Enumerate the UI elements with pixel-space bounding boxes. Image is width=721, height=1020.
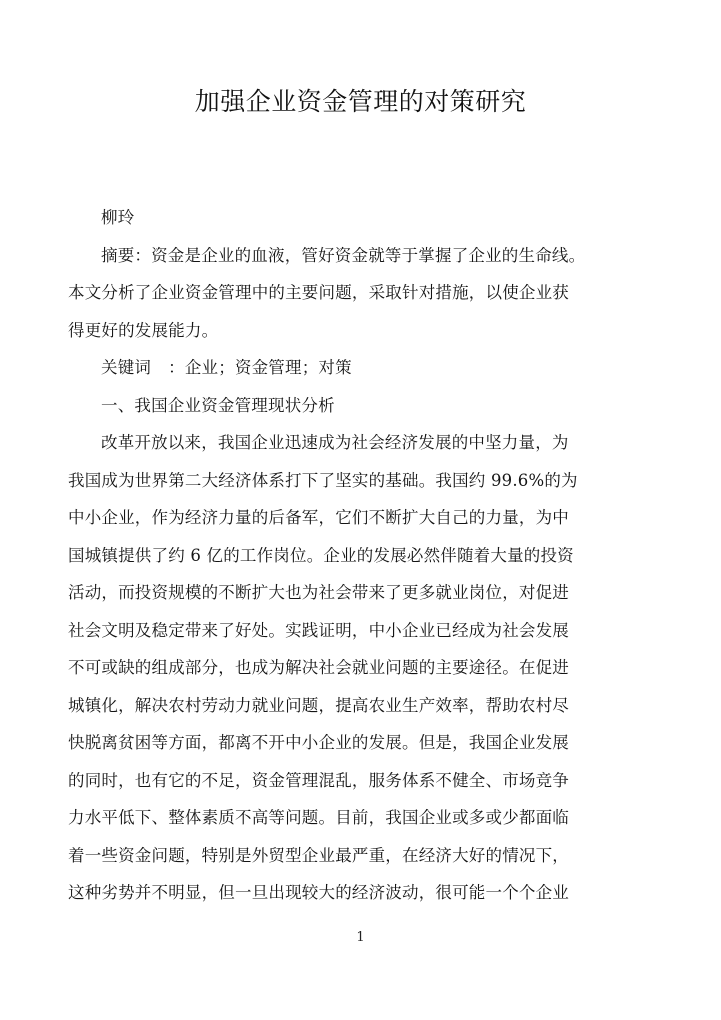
body-line-4: 国城镇提供了约 6 亿的工作岗位。企业的发展必然伴随着大量的投资 — [68, 545, 574, 565]
body-line-12: 着一些资金问题，特别是外贸型企业最严重，在经济大好的情况下， — [68, 845, 569, 865]
body-line-9: 快脱离贫困等方面，都离不开中小企业的发展。但是，我国企业发展 — [68, 733, 569, 752]
body-line-7: 不可或缺的组成部分，也成为解决社会就业问题的主要途径。在促进 — [68, 658, 569, 677]
section-heading: 一、我国企业资金管理现状分析 — [101, 395, 335, 415]
page-number: 1 — [356, 930, 365, 945]
keywords-label: 关键词 — [101, 358, 152, 377]
keywords-separator: ： — [168, 358, 185, 377]
body-line-1: 改革开放以来，我国企业迅速成为社会经济发展的中坚力量，为 — [101, 433, 569, 452]
body-line-11: 力水平低下、整体素质不高等问题。目前，我国企业或多或少都面临 — [68, 808, 569, 827]
body-line-5: 活动，而投资规模的不断扩大也为社会带来了更多就业岗位，对促进 — [68, 583, 569, 602]
body-line-3: 中小企业，作为经济力量的后备军，它们不断扩大自己的力量，为中 — [68, 508, 569, 527]
abstract-line-3: 得更好的发展能力。 — [68, 320, 219, 340]
document-body — [68, 199, 616, 912]
keywords-value: 企业；资金管理；对策 — [184, 358, 352, 377]
body-line-13: 这种劣势并不明显，但一旦出现较大的经济波动，很可能一个个企业 — [68, 883, 569, 902]
body-line-8: 城镇化，解决农村劳动力就业问题，提高农业生产效率，帮助农村尽 — [68, 695, 569, 715]
author-name: 柳玲 — [101, 208, 135, 227]
page-title: 加强企业资金管理的对策研究 — [194, 87, 527, 116]
abstract-line-2: 本文分析了企业资金管理中的主要问题，采取针对措施，以使企业获 — [68, 283, 569, 302]
abstract-line-1: 摘要：资金是企业的血液，管好资金就等于掌握了企业的生命线。 — [101, 245, 586, 265]
keywords-line — [68, 349, 616, 387]
body-line-6: 社会文明及稳定带来了好处。实践证明，中小企业已经成为社会发展 — [68, 620, 569, 640]
body-line-2: 我国成为世界第二大经济体系打下了坚实的基础。我国约 99.6%的为 — [68, 470, 578, 490]
body-line-10: 的同时，也有它的不足，资金管理混乱，服务体系不健全、市场竞争 — [68, 770, 569, 790]
